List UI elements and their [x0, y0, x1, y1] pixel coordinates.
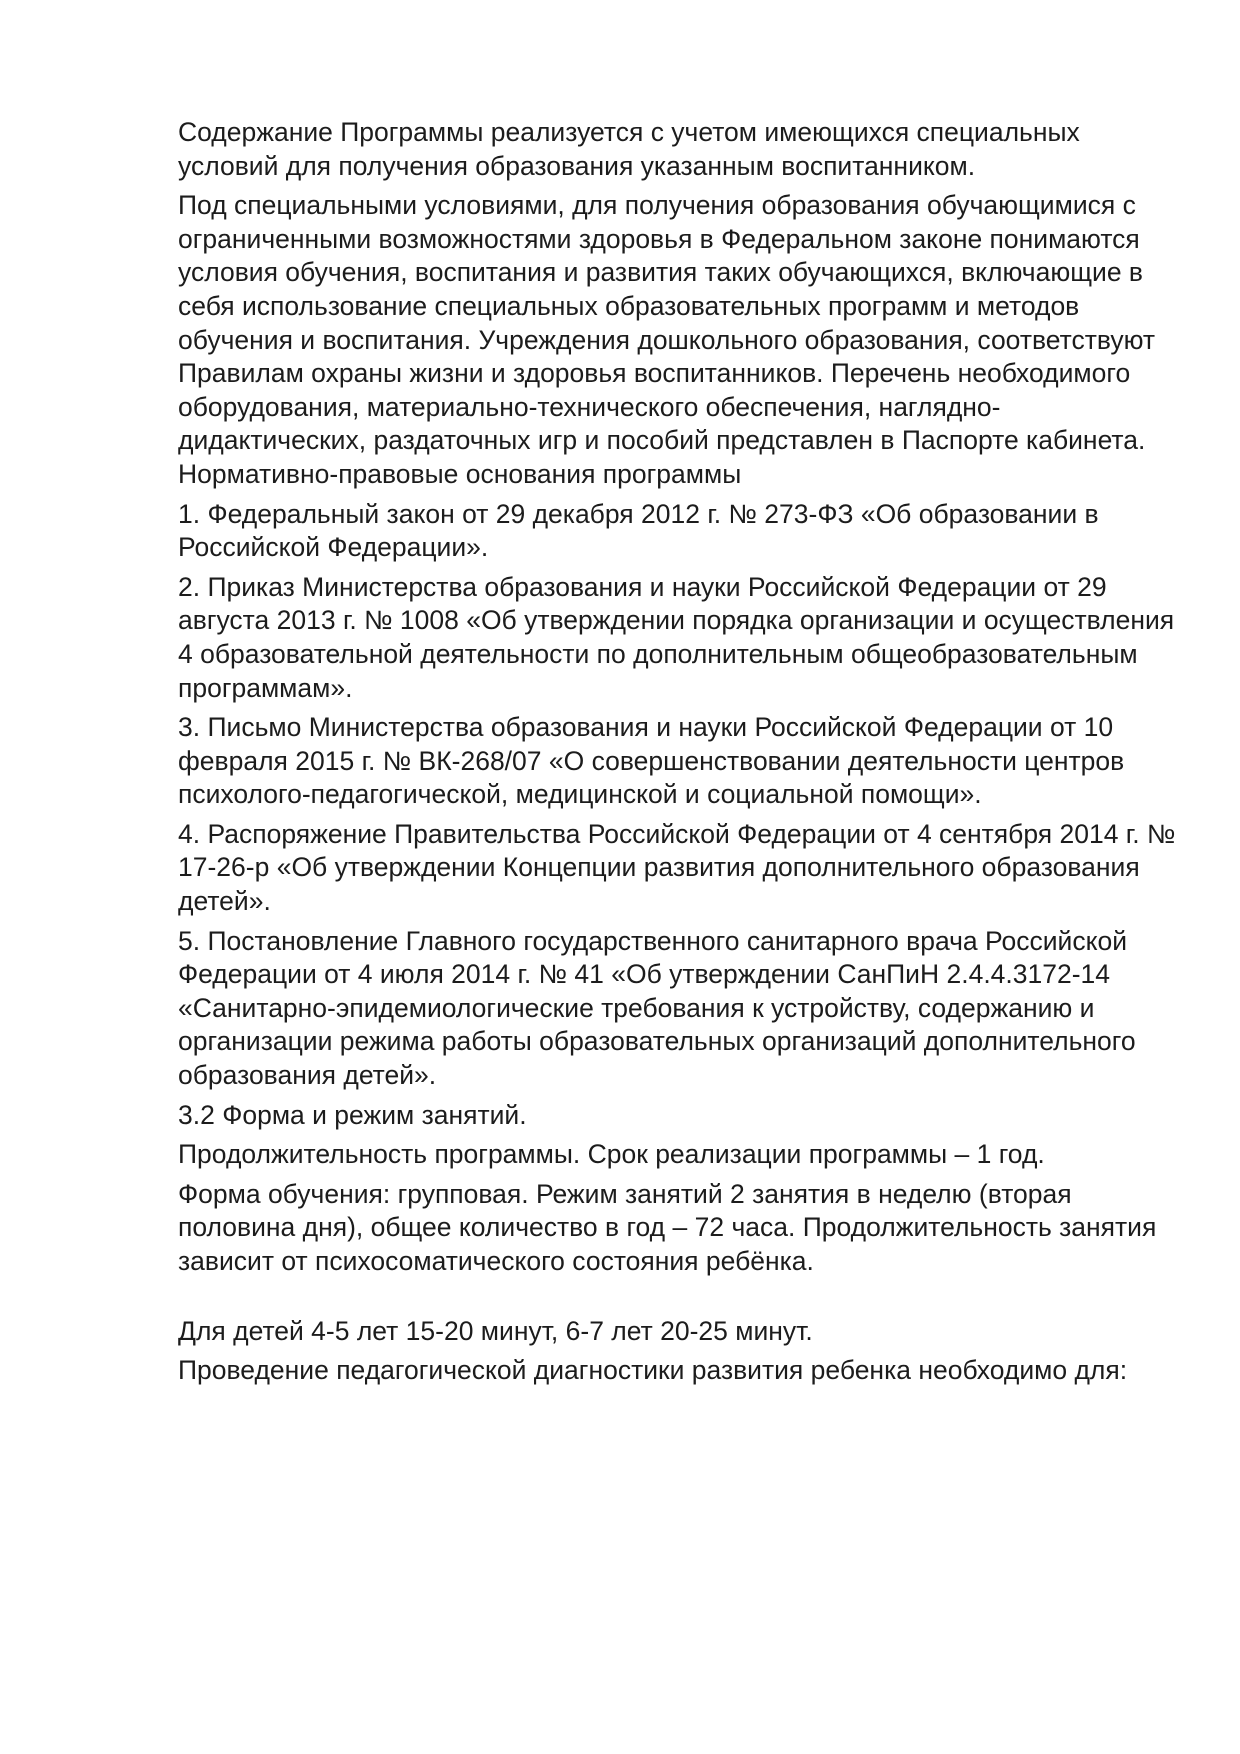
paragraph-law-5: 5. Постановление Главного государственного санитарного врача Российской Федерации от 4 июля 2014 г. № 41 «Об утверждении СанПиН 2.4.4.3172-14 «Санитарно-эпидемиологические требования к устройству, содержанию и организации режима работы образовательных организаций дополнительного образования детей».	[178, 925, 1136, 1091]
paragraph-form-of-study: Форма обучения: групповая. Режим занятий 2 занятия в неделю (вторая половина дня), общее количество в год – 72 часа. Продолжительность занятия зависит от психосоматического состояния ребёнка.	[178, 1178, 1157, 1276]
paragraph-age-durations: Для детей 4-5 лет 15-20 минут, 6-7 лет 20-25 минут.	[178, 1315, 813, 1346]
paragraph-law-2: 2. Приказ Министерства образования и науки Российской Федерации от 29 августа 2013 г. № 1008 «Об утверждении порядка организации и осуществления 4 образовательной деятельности по дополнительным общеобразовательным программам».	[178, 571, 1175, 703]
paragraph-diagnostics: Проведение педагогической диагностики развития ребенка необходимо для:	[178, 1355, 1128, 1386]
paragraph-law-1: 1. Федеральный закон от 29 декабря 2012 г. № 273-ФЗ «Об образовании в Российской Федерации».	[178, 498, 1099, 563]
paragraph-duration: Продолжительность программы. Срок реализации программы – 1 год.	[178, 1139, 1045, 1170]
paragraph-law-3: 3. Письмо Министерства образования и науки Российской Федерации от 10 февраля 2015 г. № ВК-268/07 «О совершенствовании деятельности центров психолого-педагогической, медицинской и социальной помощи».	[178, 712, 1125, 810]
document-body	[178, 116, 1178, 1394]
paragraph-law-4: 4. Распоряжение Правительства Российской Федерации от 4 сентября 2014 г. № 17-26-р «Об утверждении Концепции развития дополнительного образования детей».	[178, 818, 1176, 917]
paragraph-program-content: Содержание Программы реализуется с учетом имеющихся специальных условий для получения образования указанным воспитанником.	[178, 117, 1080, 181]
section-heading-3-2: 3.2 Форма и режим занятий.	[178, 1099, 527, 1130]
paragraph-special-conditions: Под специальными условиями, для получения образования обучающимися с ограниченными возможностями здоровья в Федеральном законе понимаются условия обучения, воспитания и развития таких обучающихся, включающие в себя использование специальных образовательных программ и методов обучения и воспитания. Учреждения дошкольного образования, соответствуют Правилам охраны жизни и здоровья воспитанников. Перечень необходимого оборудования, материально-технического обеспечения, наглядно-дидактических, раздаточных игр и пособий представлен в Паспорте кабинета. Нормативно-правовые основания программы	[178, 190, 1156, 489]
